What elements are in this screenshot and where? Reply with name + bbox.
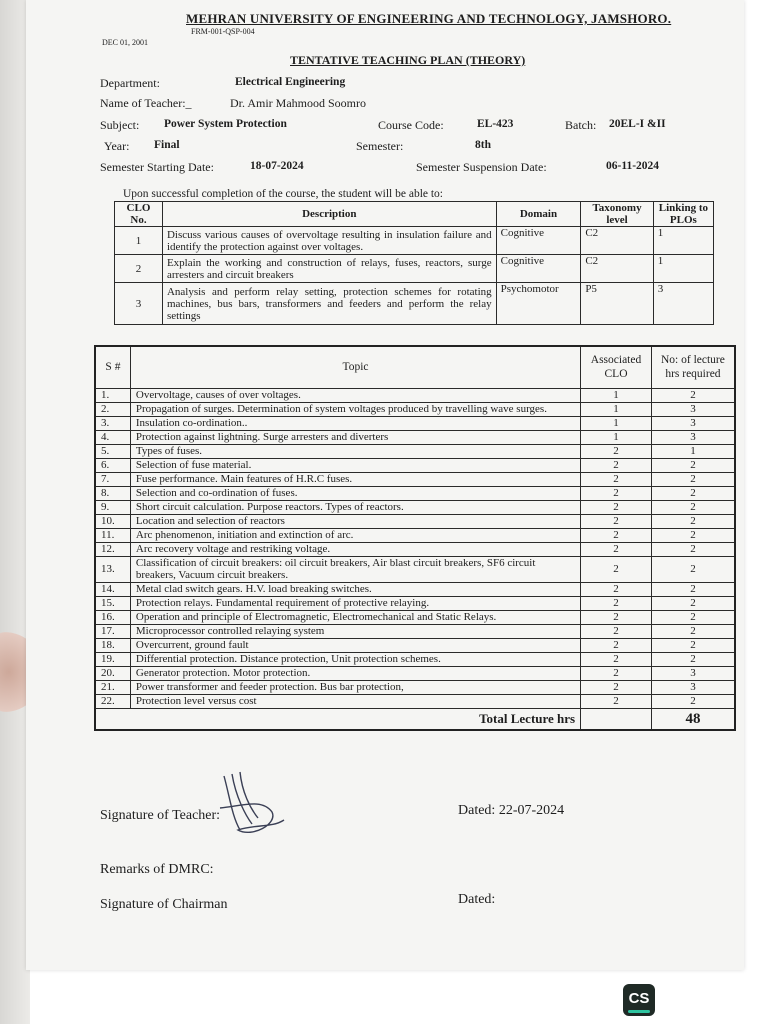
clo-no: 2 [115,255,163,283]
form-date: DEC 01, 2001 [102,38,148,47]
course-code-value: EL-423 [477,118,514,130]
topic-row [95,486,735,500]
topic-sn: 19. [95,652,130,666]
suspension-date-label: Semester Suspension Date: [416,160,547,174]
teacher-value: Dr. Amir Mahmood Soomro [230,96,367,110]
topic-row [95,596,735,610]
topic-header: Topic [130,346,580,388]
topic-row [95,416,735,430]
topic-clo: 2 [581,486,652,500]
topic-sn: 3. [95,416,130,430]
topic-clo: 2 [581,624,652,638]
topic-hrs: 2 [651,556,735,582]
clo-taxonomy: P5 [581,283,653,325]
topic-clo: 2 [581,652,652,666]
topic-hrs: 2 [651,624,735,638]
batch-value: 20EL-I &II [609,118,666,130]
clo-header: Linking to PLOs [653,202,713,227]
topic-sn: 15. [95,596,130,610]
topic-sn: 14. [95,582,130,596]
clo-header-row [115,202,714,227]
clo-intro: Upon successful completion of the course, the student will be able to: [123,188,444,200]
dated-chairman: Dated: [458,892,496,907]
topic-text: Overvoltage, causes of over voltages. [130,388,580,402]
year-label: Year: [104,139,130,153]
remarks-label: Remarks of DMRC: [100,862,214,877]
topic-row [95,430,735,444]
clo-domain: Psychomotor [496,283,581,325]
topic-hrs: 2 [651,542,735,556]
clo-no: 1 [115,227,163,255]
topic-hrs: 2 [651,596,735,610]
teacher-signature-label: Signature of Teacher: [100,808,221,823]
start-date-label: Semester Starting Date: [100,160,214,174]
clo-header: Domain [496,202,581,227]
clo-desc: Discuss various causes of overvoltage resulting in insulation failure and identify the protection against over voltages. [162,227,496,255]
topic-clo: 1 [581,388,652,402]
topic-sn: 21. [95,680,130,694]
topic-clo: 2 [581,610,652,624]
clo-desc: Explain the working and construction of relays, fuses, reactors, surge arresters and circuit breakers [162,255,496,283]
topic-text: Protection against lightning. Surge arresters and diverters [130,430,580,444]
topic-clo: 2 [581,542,652,556]
topic-row [95,694,735,708]
topic-row [95,472,735,486]
signature-scribble [212,768,292,844]
clo-taxonomy: C2 [581,227,653,255]
topic-hrs: 2 [651,582,735,596]
clo-header: Taxonomy level [581,202,653,227]
clo-desc: Analysis and perform relay setting, protection schemes for rotating machines, bus bars, transformers and feeders and perform the relay settings [162,283,496,325]
topic-clo: 2 [581,666,652,680]
topic-text: Fuse performance. Main features of H.R.C fuses. [130,472,580,486]
topic-text: Location and selection of reactors [130,514,580,528]
topic-text: Selection and co-ordination of fuses. [130,486,580,500]
clo-row [115,255,714,283]
course-code-label: Course Code: [378,118,444,132]
topic-clo: 2 [581,596,652,610]
topic-hrs: 2 [651,486,735,500]
total-value: 48 [651,708,735,730]
clo-header: CLO No. [115,202,163,227]
department-label: Department: [100,76,160,90]
clo-taxonomy: C2 [581,255,653,283]
clo-row [115,227,714,255]
semester-label: Semester: [356,139,404,153]
total-label: Total Lecture hrs [95,708,581,730]
clo-domain: Cognitive [496,255,581,283]
topic-clo: 2 [581,680,652,694]
topic-text: Arc phenomenon, initiation and extinction of arc. [130,528,580,542]
clo-no: 3 [115,283,163,325]
topic-sn: 5. [95,444,130,458]
topic-hrs: 2 [651,388,735,402]
topic-clo: 2 [581,472,652,486]
topic-text: Types of fuses. [130,444,580,458]
topic-hrs: 2 [651,500,735,514]
topic-header-row [95,346,735,388]
topic-sn: 4. [95,430,130,444]
topic-text: Microprocessor controlled relaying system [130,624,580,638]
topic-sn: 10. [95,514,130,528]
topic-hrs: 2 [651,638,735,652]
topic-header: S # [95,346,130,388]
department-value: Electrical Engineering [235,76,346,88]
topic-text: Overcurrent, ground fault [130,638,580,652]
topic-row [95,610,735,624]
topic-clo: 2 [581,582,652,596]
university-name: MEHRAN UNIVERSITY OF ENGINEERING AND TECHNOLOGY, JAMSHORO. [186,11,672,26]
topic-sn: 22. [95,694,130,708]
topic-text: Metal clad switch gears. H.V. load breaking switches. [130,582,580,596]
suspension-date-value: 06-11-2024 [606,160,660,172]
topic-hrs: 3 [651,416,735,430]
clo-domain: Cognitive [496,227,581,255]
topic-row [95,624,735,638]
topic-row [95,652,735,666]
topic-row [95,638,735,652]
topic-clo: 1 [581,416,652,430]
topic-row [95,542,735,556]
topic-clo: 1 [581,430,652,444]
topic-sn: 8. [95,486,130,500]
topic-clo: 2 [581,514,652,528]
topic-clo: 2 [581,500,652,514]
semester-value: 8th [475,139,491,151]
topic-body [95,388,735,708]
topic-text: Power transformer and feeder protection. Bus bar protection, [130,680,580,694]
topic-hrs: 3 [651,680,735,694]
topic-sn: 13. [95,556,130,582]
topic-text: Insulation co-ordination.. [130,416,580,430]
topic-clo: 1 [581,402,652,416]
topic-hrs: 3 [651,430,735,444]
topic-sn: 11. [95,528,130,542]
topic-hrs: 3 [651,402,735,416]
topic-text: Short circuit calculation. Purpose reactors. Types of reactors. [130,500,580,514]
topic-hrs: 2 [651,458,735,472]
topic-text: Generator protection. Motor protection. [130,666,580,680]
topic-sn: 2. [95,402,130,416]
topic-text: Selection of fuse material. [130,458,580,472]
topic-hrs: 1 [651,444,735,458]
plan-title: TENTATIVE TEACHING PLAN (THEORY) [290,53,526,67]
topic-row [95,500,735,514]
topic-row [95,402,735,416]
topic-clo: 2 [581,638,652,652]
topic-hrs: 2 [651,652,735,666]
topic-text: Differential protection. Distance protection, Unit protection schemes. [130,652,580,666]
topic-sn: 20. [95,666,130,680]
topic-sn: 16. [95,610,130,624]
topic-clo: 2 [581,556,652,582]
topic-clo: 2 [581,528,652,542]
clo-plo: 3 [653,283,713,325]
subject-label: Subject: [100,118,140,132]
document-page [26,0,744,970]
topic-hrs: 2 [651,610,735,624]
chairman-signature-label: Signature of Chairman [100,897,228,912]
clo-table [114,201,714,325]
total-empty-cell [581,708,652,730]
topic-text: Protection relays. Fundamental requirement of protective relaying. [130,596,580,610]
topic-sn: 6. [95,458,130,472]
topic-sn: 1. [95,388,130,402]
topic-row [95,388,735,402]
clo-header: Description [162,202,496,227]
topic-row [95,458,735,472]
clo-plo: 1 [653,227,713,255]
topic-text: Arc recovery voltage and restriking voltage. [130,542,580,556]
teacher-label: Name of Teacher:_ [100,96,192,110]
total-row [95,708,735,730]
topic-clo: 2 [581,458,652,472]
topic-row [95,528,735,542]
topic-hrs: 2 [651,528,735,542]
topic-row [95,582,735,596]
topic-row [95,666,735,680]
topic-sn: 12. [95,542,130,556]
camscanner-logo-icon: CS [623,984,655,1016]
topic-text: Propagation of surges. Determination of system voltages produced by travelling wave surges. [130,402,580,416]
topic-row [95,514,735,528]
topic-row [95,444,735,458]
topic-sn: 9. [95,500,130,514]
topic-table [94,345,736,731]
batch-label: Batch: [565,118,597,132]
dated-teacher: Dated: 22-07-2024 [458,803,565,818]
clo-row [115,283,714,325]
topic-sn: 17. [95,624,130,638]
topic-text: Operation and principle of Electromagnetic, Electromechanical and Static Relays. [130,610,580,624]
topic-hrs: 3 [651,666,735,680]
topic-row [95,556,735,582]
topic-row [95,680,735,694]
topic-sn: 18. [95,638,130,652]
topic-clo: 2 [581,444,652,458]
topic-text: Classification of circuit breakers: oil circuit breakers, Air blast circuit breakers, SF6 circuit breakers, Vacuum circuit breakers. [130,556,580,582]
topic-header: No: of lecture hrs required [651,346,735,388]
clo-plo: 1 [653,255,713,283]
topic-hrs: 2 [651,694,735,708]
topic-header: Associated CLO [581,346,652,388]
form-code: FRM-001-QSP-004 [191,27,255,36]
topic-text: Protection level versus cost [130,694,580,708]
topic-sn: 7. [95,472,130,486]
topic-clo: 2 [581,694,652,708]
year-value: Final [154,139,180,151]
topic-hrs: 2 [651,514,735,528]
subject-value: Power System Protection [164,118,287,130]
start-date-value: 18-07-2024 [250,160,304,172]
topic-hrs: 2 [651,472,735,486]
